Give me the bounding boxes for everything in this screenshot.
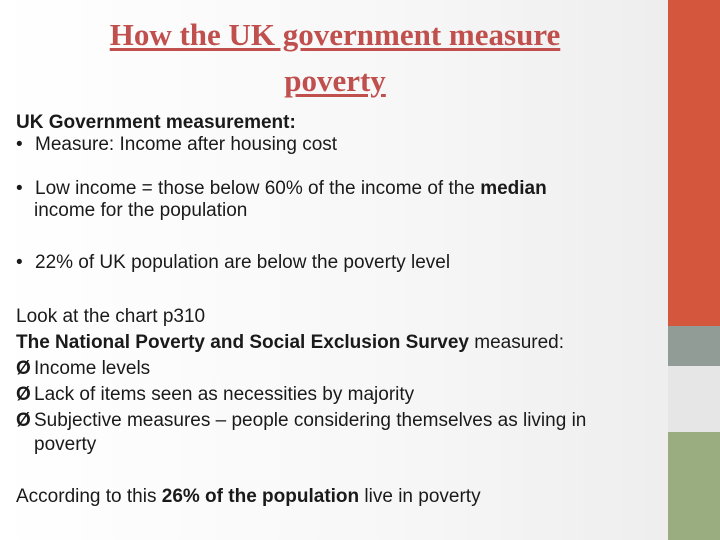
slide-title xyxy=(20,12,650,104)
conclusion: According to this 26% of the population live in poverty xyxy=(16,486,481,507)
title-line-2: poverty xyxy=(284,63,386,98)
chart-reference: Look at the chart p310 xyxy=(16,306,206,327)
decor-bar-green xyxy=(668,432,720,540)
title-line-1: How the UK government measure xyxy=(109,17,561,52)
decor-bar-red xyxy=(668,0,720,326)
bullet-low-income-cont: income for the population xyxy=(34,200,248,221)
measure-item-1: Ø Income levels xyxy=(16,356,676,382)
decor-bar-light xyxy=(668,366,720,432)
slide-body xyxy=(16,112,676,508)
bullet-low-income: • Low income = those below 60% of the income of the median xyxy=(16,178,676,200)
decor-bar-grey xyxy=(668,326,720,366)
survey-line: The National Poverty and Social Exclusion Survey measured: xyxy=(16,332,565,353)
measurement-heading: UK Government measurement: xyxy=(16,112,296,133)
bullet-population: • 22% of UK population are below the poverty level xyxy=(16,252,676,274)
bullet-measure: • Measure: Income after housing cost xyxy=(16,134,676,156)
measure-item-3-cont: poverty xyxy=(34,434,97,455)
measure-item-3: Ø Subjective measures – people considering themselves as living in xyxy=(16,408,676,434)
measure-item-2: Ø Lack of items seen as necessities by majority xyxy=(16,382,676,408)
